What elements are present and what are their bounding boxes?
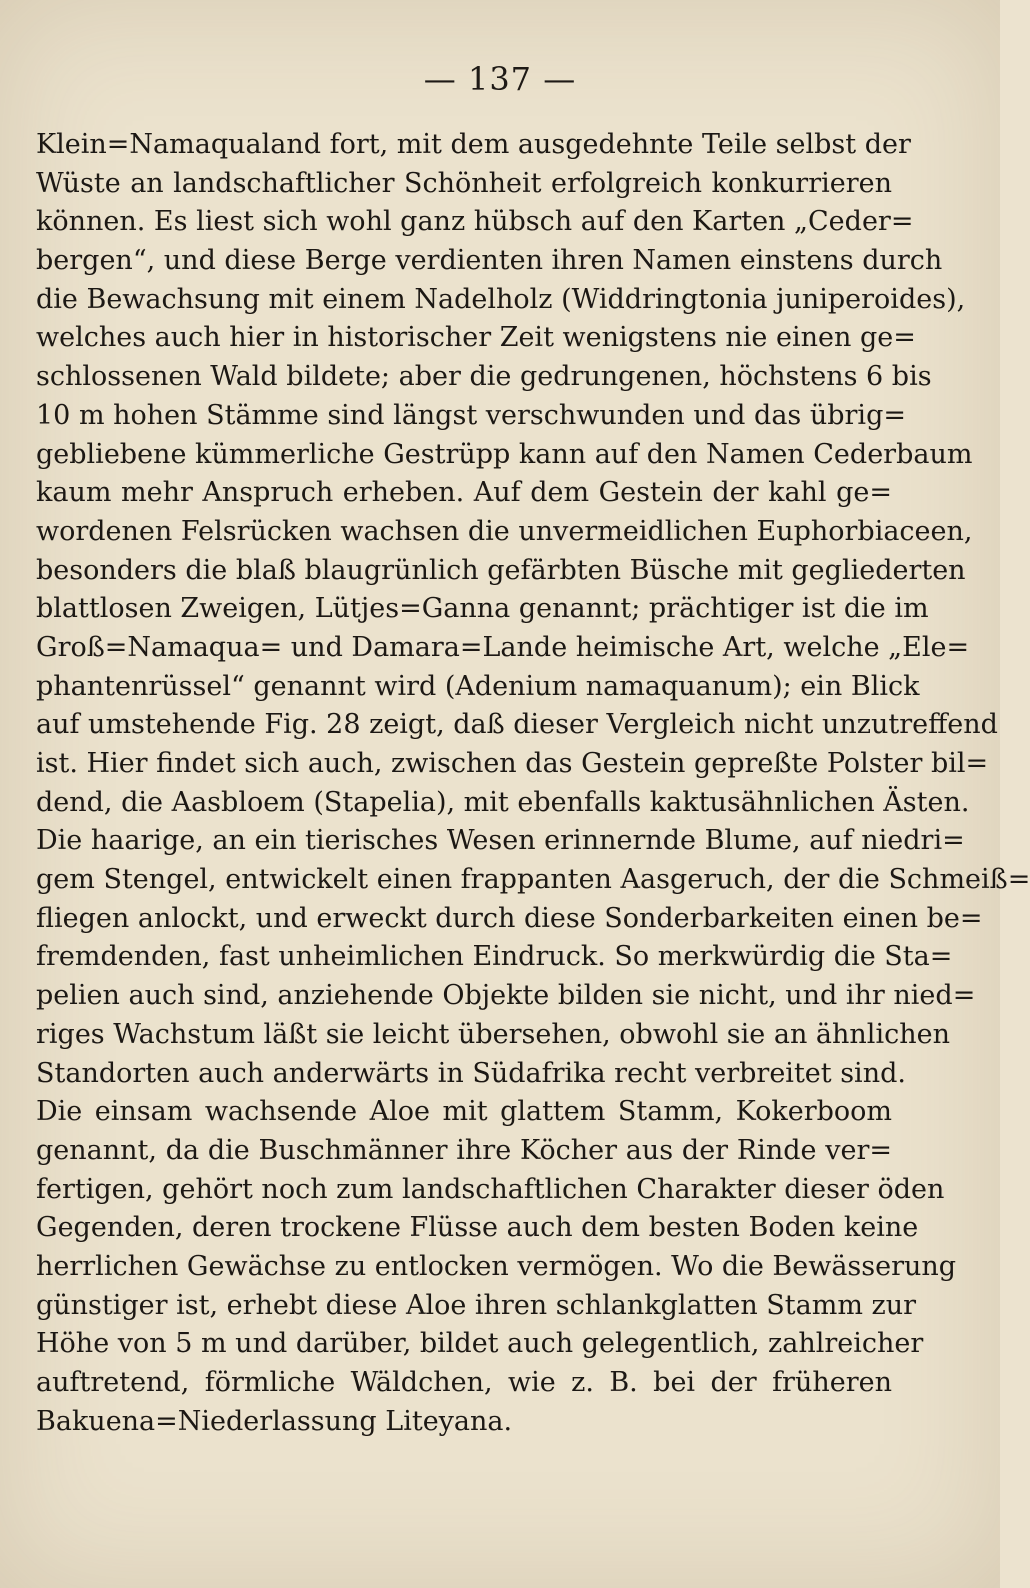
text-line: besonders die blaß blaugrünlich gefärbten Büsche mit gegliederten — [36, 554, 966, 586]
body-text — [36, 126, 1030, 1441]
text-line: genannt, da die Buschmänner ihre Köcher aus der Rinde ver= — [36, 1134, 892, 1166]
text-line: Gegenden, deren trockene Flüsse auch dem besten Boden keine — [36, 1212, 919, 1244]
text-line: riges Wachstum läßt sie leicht übersehen, obwohl sie an ähnlichen — [36, 1018, 950, 1050]
text-line: auf umstehende Fig. 28 zeigt, daß dieser Vergleich nicht unzutreffend — [36, 709, 998, 741]
text-line: Höhe von 5 m und darüber, bildet auch gelegentlich, zahlreicher — [36, 1328, 924, 1360]
text-line: kaum mehr Anspruch erheben. Auf dem Gestein der kahl ge= — [36, 477, 892, 509]
text-line: fertigen, gehört noch zum landschaftlichen Charakter dieser öden — [36, 1173, 945, 1205]
text-line: können. Es liest sich wohl ganz hübsch auf den Karten „Ceder= — [36, 206, 914, 238]
text-line: 10 m hohen Stämme sind längst verschwunden und das übrig= — [36, 399, 906, 431]
text-line: phantenrüssel“ genannt wird (Adenium namaquanum); ein Blick — [36, 670, 920, 702]
text-line: gem Stengel, entwickelt einen frappanten Aasgeruch, der die Schmeiß= — [36, 864, 1030, 896]
text-line: auftretend, förmliche Wäldchen, wie z. B. bei der früheren — [36, 1367, 892, 1398]
text-line: dend, die Aasbloem (Stapelia), mit ebenfalls kaktusähnlichen Ästen. — [36, 786, 970, 818]
text-line: Wüste an landschaftlicher Schönheit erfolgreich konkurrieren — [36, 167, 892, 199]
text-line: wordenen Felsrücken wachsen die unvermeidlichen Euphorbiaceen, — [36, 515, 973, 547]
text-line: pelien auch sind, anziehende Objekte bilden sie nicht, und ihr nied= — [36, 980, 976, 1012]
page-number: — 137 — — [423, 60, 577, 98]
text-line: günstiger ist, erhebt diese Aloe ihren schlankglatten Stamm zur — [36, 1289, 917, 1321]
text-line: fremdenden, fast unheimlichen Eindruck. So merkwürdig die Sta= — [36, 941, 953, 973]
text-line: herrlichen Gewächse zu entlocken vermögen. Wo die Bewässerung — [36, 1250, 957, 1282]
text-line: Die einsam wachsende Aloe mit glattem Stamm, Kokerboom — [36, 1096, 892, 1128]
text-line: ist. Hier findet sich auch, zwischen das Gestein gepreßte Polster bil= — [36, 748, 989, 779]
text-line: schlossenen Wald bildete; aber die gedrungenen, höchstens 6 bis — [36, 361, 932, 393]
text-line: Klein=Namaqualand fort, mit dem ausgedehnte Teile selbst der — [36, 129, 911, 160]
text-line: Standorten auch anderwärts in Südafrika recht verbreitet sind. — [36, 1057, 906, 1089]
text-line: welches auch hier in historischer Zeit wenigstens nie einen ge= — [36, 322, 916, 354]
text-line: Bakuena=Niederlassung Liteyana. — [36, 1405, 513, 1437]
text-line: Groß=Namaqua= und Damara=Lande heimische Art, welche „Ele= — [36, 631, 970, 663]
text-line: die Bewachsung mit einem Nadelholz (Widdringtonia juniperoides), — [36, 283, 966, 315]
text-line: gebliebene kümmerliche Gestrüpp kann auf den Namen Cederbaum — [36, 438, 973, 470]
text-line: Die haarige, an ein tierisches Wesen erinnernde Blume, auf niedri= — [36, 825, 965, 857]
text-line: bergen“, und diese Berge verdienten ihren Namen einstens durch — [36, 245, 943, 277]
text-line: fliegen anlockt, und erweckt durch diese Sonderbarkeiten einen be= — [36, 902, 983, 934]
text-line: blattlosen Zweigen, Lütjes=Ganna genannt; prächtiger ist die im — [36, 593, 929, 625]
